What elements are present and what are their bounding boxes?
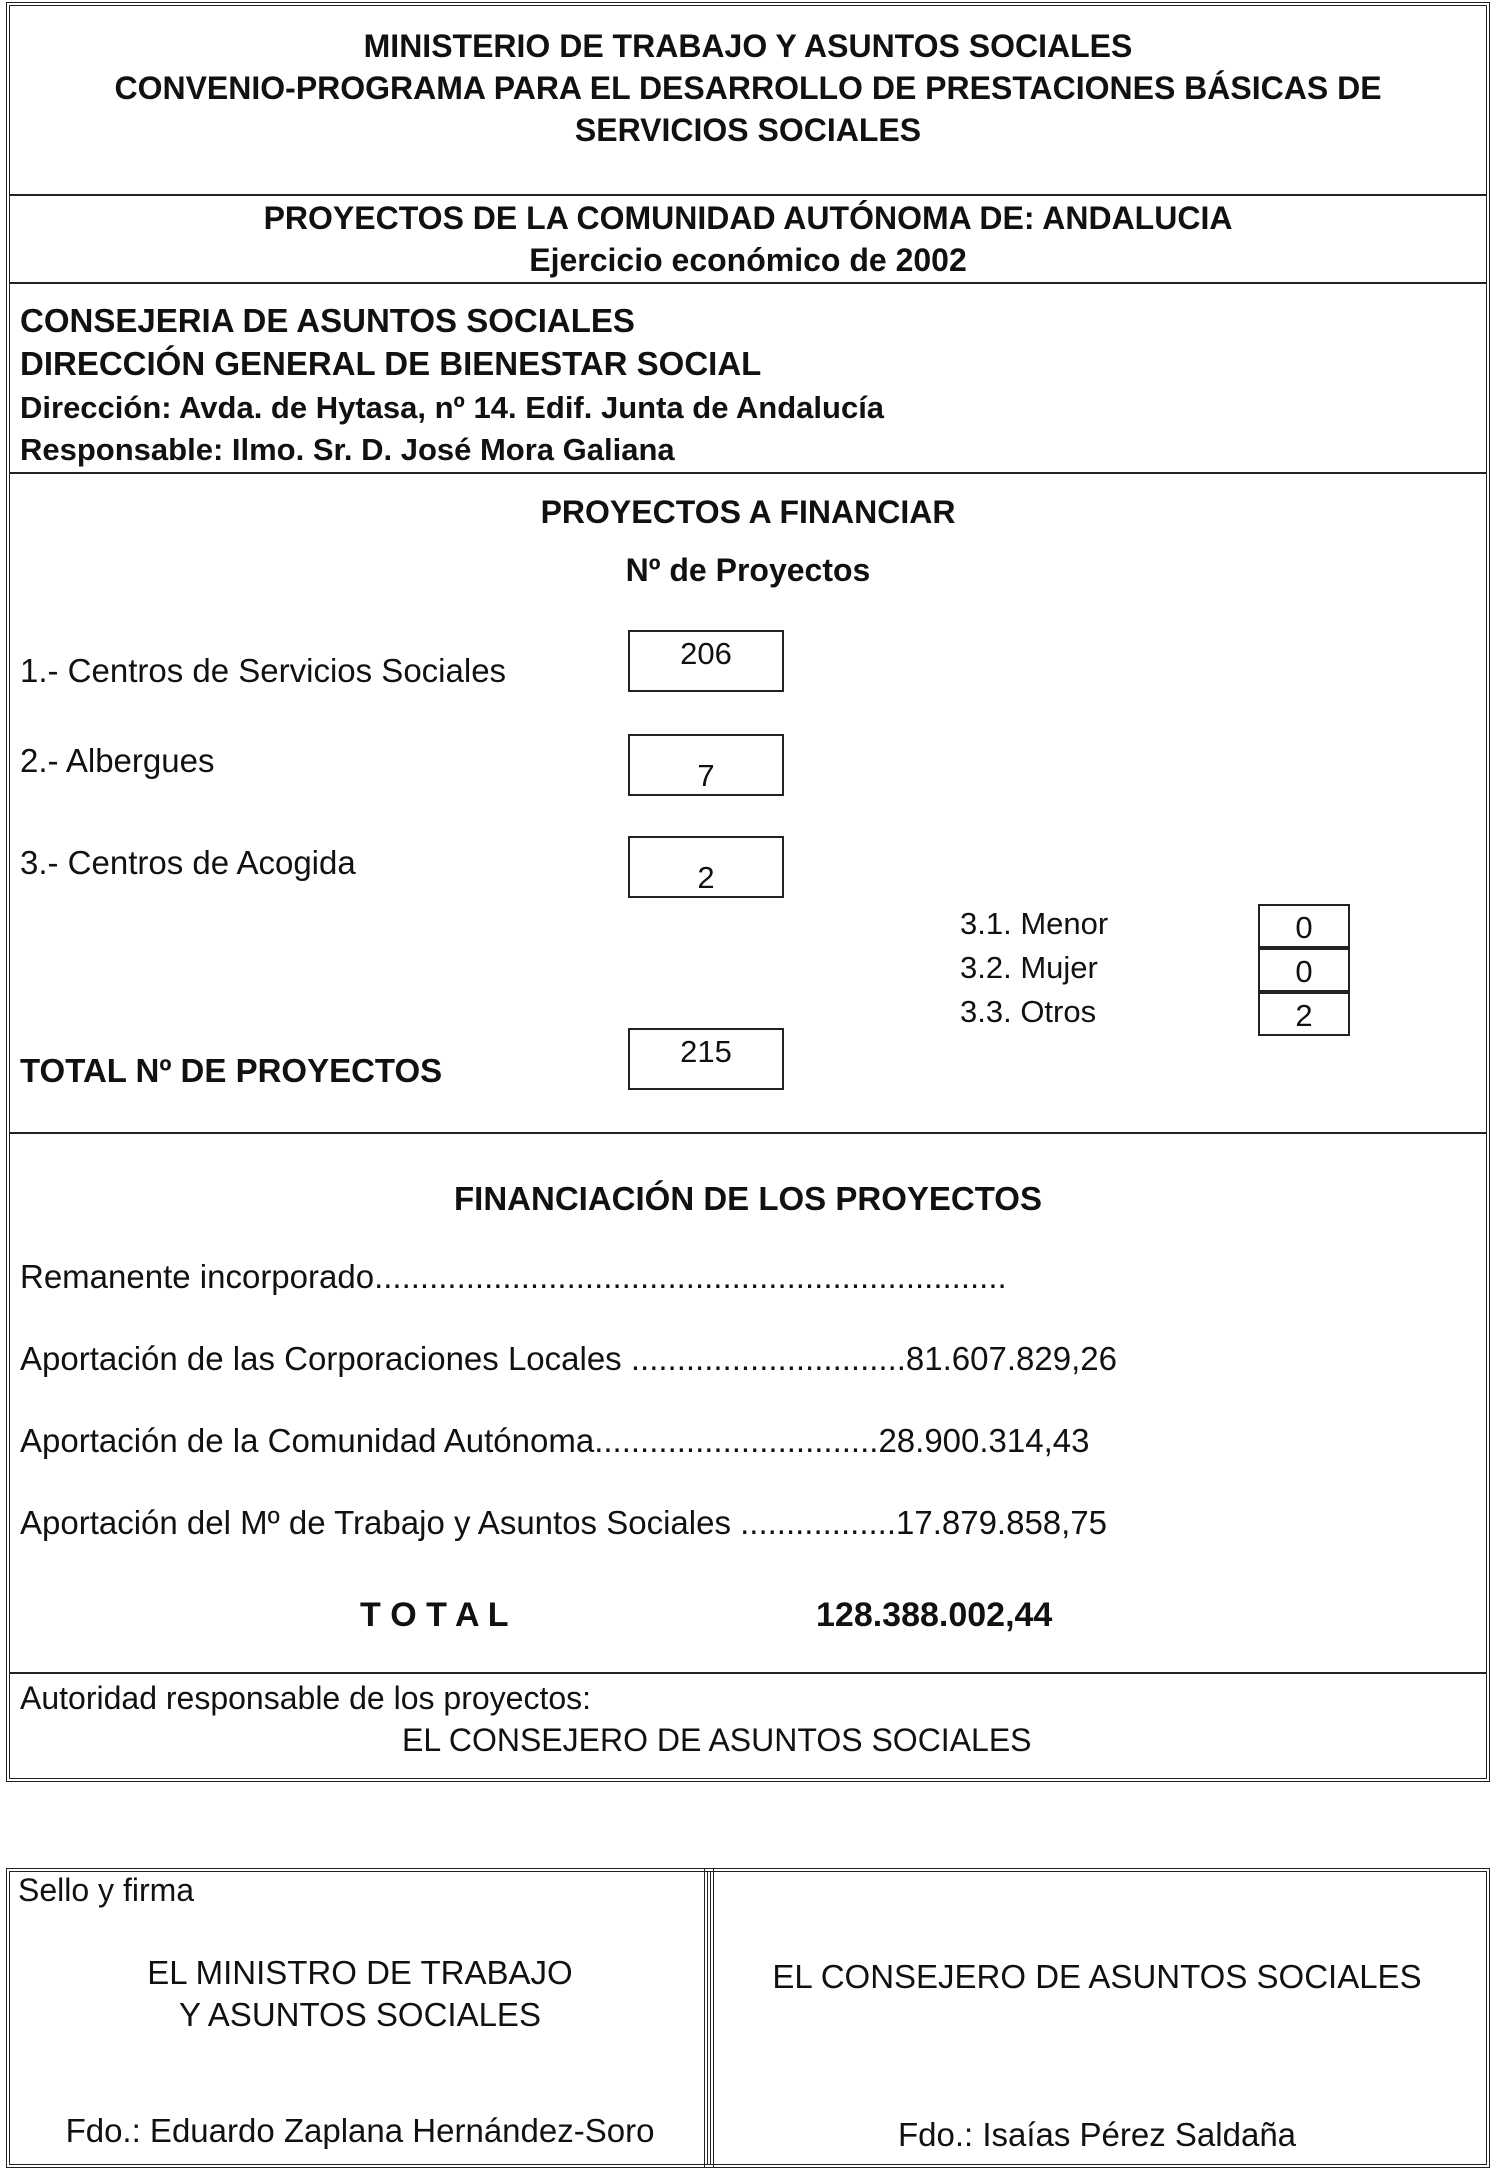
address: Dirección: Avda. de Hytasa, nº 14. Edif. Junta de Andalucía [20,390,885,425]
financing-row-ministerio [20,1504,1107,1542]
projects-section [10,474,1486,1134]
financing-row-comunidad [20,1422,1090,1460]
consejeria-name: CONSEJERIA DE ASUNTOS SOCIALES [20,302,635,339]
header-section [10,6,1486,196]
direccion-general: DIRECCIÓN GENERAL DE BIENESTAR SOCIAL [20,345,762,382]
header-program-cont: SERVICIOS SOCIALES [574,112,922,148]
leader-dots: ................. [740,1504,896,1541]
financing-total-value: 128.388.002,44 [816,1596,1053,1634]
leader-dots: ..................................................................... [374,1258,1007,1295]
financing-row-remanente [20,1258,1007,1296]
header-program: CONVENIO-PROGRAMA PARA EL DESARROLLO DE PRESTACIONES BÁSICAS DE [114,70,1382,106]
minister-title-line2: Y ASUNTOS SOCIALES [179,1996,541,2033]
responsible: Responsable: Ilmo. Sr. D. José Mora Galiana [20,432,675,467]
entity-section [10,284,1486,474]
leader-dots: .............................. [630,1340,906,1377]
financing-row-value: 17.879.858,75 [896,1504,1108,1541]
stamp-label: Sello y firma [18,1872,195,1908]
financing-row-label: Remanente incorporado [20,1258,375,1295]
minister-signed-by: Fdo.: Eduardo Zaplana Hernández-Soro [65,2112,655,2149]
consejero-signed-by: Fdo.: Isaías Pérez Saldaña [897,2116,1297,2153]
project-label-acogida: 3.- Centros de Acogida [20,844,356,881]
project-value-albergues: 7 [628,734,784,796]
consejero-title: EL CONSEJERO DE ASUNTOS SOCIALES [772,1958,1422,1995]
total-projects-label: TOTAL Nº DE PROYECTOS [20,1052,443,1089]
header-ministry: MINISTERIO DE TRABAJO Y ASUNTOS SOCIALES [363,28,1133,64]
community-title: PROYECTOS DE LA COMUNIDAD AUTÓNOMA DE: ANDALUCIA [263,200,1233,236]
authority-name: EL CONSEJERO DE ASUNTOS SOCIALES [402,1722,1032,1758]
project-label-albergues: 2.- Albergues [20,742,215,779]
signature-box-minister [6,1868,714,2168]
community-section [10,196,1486,284]
financing-row-value: 28.900.314,43 [878,1422,1090,1459]
subitem-label-otros: 3.3. Otros [960,994,1097,1029]
project-value-servicios: 206 [628,630,784,692]
minister-title-line1: EL MINISTRO DE TRABAJO [147,1954,573,1991]
financing-row-label: Aportación de las Corporaciones Locales [20,1340,622,1377]
financing-row-label: Aportación de la Comunidad Autónoma [20,1422,595,1459]
authority-section [10,1674,1486,1778]
subitem-value-otros: 2 [1258,992,1350,1036]
authority-label: Autoridad responsable de los proyectos: [20,1680,592,1716]
financing-section [10,1134,1486,1674]
total-projects-value: 215 [628,1028,784,1090]
project-value-acogida: 2 [628,836,784,898]
form-frame [6,2,1490,1782]
financing-row-value: 81.607.829,26 [905,1340,1117,1377]
project-label-servicios: 1.- Centros de Servicios Sociales [20,652,507,689]
financing-total-label: T O T A L [360,1596,509,1634]
leader-dots: ............................... [594,1422,879,1459]
financing-row-label: Aportación del Mº de Trabajo y Asuntos Sociales [20,1504,731,1541]
projects-title: PROYECTOS A FINANCIAR [540,494,956,530]
fiscal-year: Ejercicio económico de 2002 [529,242,967,278]
financing-title: FINANCIACIÓN DE LOS PROYECTOS [454,1180,1042,1217]
subitem-label-menor: 3.1. Menor [960,906,1109,941]
signature-box-consejero [704,1868,1490,2168]
subitem-value-mujer: 0 [1258,948,1350,992]
projects-subtitle: Nº de Proyectos [625,552,871,588]
subitem-label-mujer: 3.2. Mujer [960,950,1098,985]
financing-row-corporaciones [20,1340,1117,1378]
subitem-value-menor: 0 [1258,904,1350,948]
